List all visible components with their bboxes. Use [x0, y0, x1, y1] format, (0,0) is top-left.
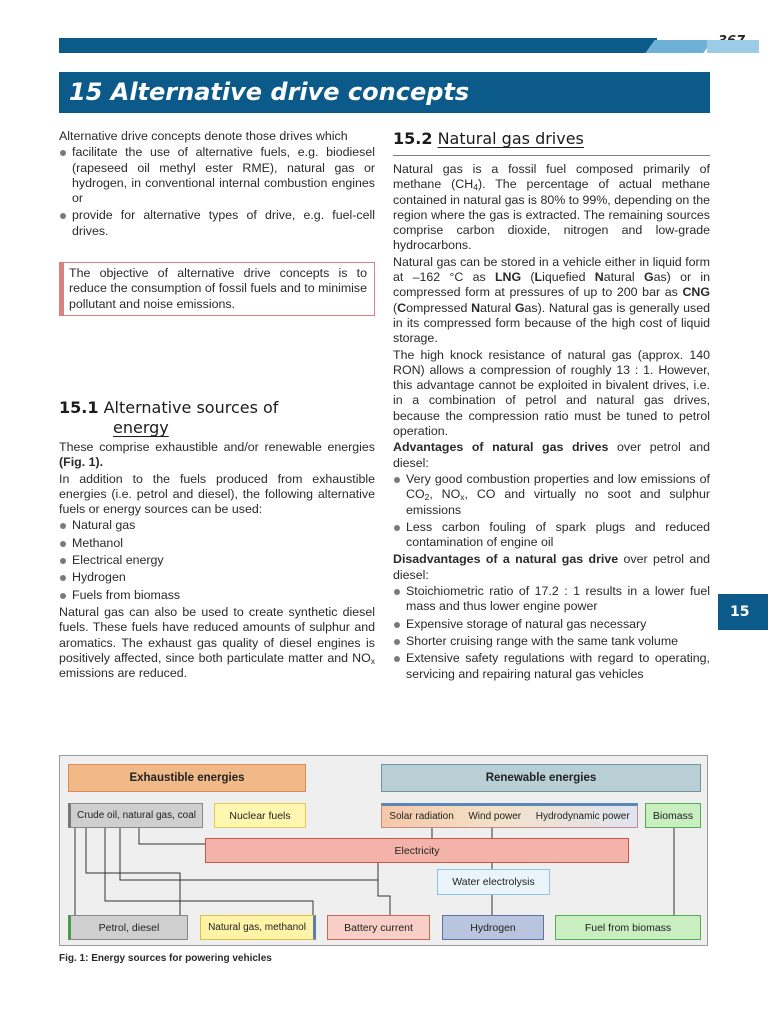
- storage-paragraph: Natural gas can be stored in a vehicle either in liquid form at –162 °C as LNG (Liquefied Natural Gas) or in compressed form at pressures of up to 200 bar as CNG (Compressed Natural Gas). Natural gas is generally used in its compressed form because of the high cost of liquid storage.: [393, 254, 710, 346]
- solar-radiation-label: Solar radiation: [389, 810, 454, 822]
- disadvantages-heading: Disadvantages of a natural gas drive over petrol and diesel:: [393, 552, 710, 582]
- list-item: Stoichiometric ratio of 17.2 : 1 results in a lower fuel mass and thus lower engine power: [393, 584, 710, 615]
- intro-bullet-list: [59, 145, 375, 239]
- battery-current-box: Battery current: [327, 915, 430, 940]
- section-number: 15.2: [393, 129, 433, 148]
- advantages-list: [393, 472, 710, 550]
- fuels-paragraph: In addition to the fuels produced from exhaustible energies (i.e. petrol and diesel), the following alternative fuels or energy sources can be used:: [59, 471, 375, 517]
- figure-caption: Fig. 1: Energy sources for powering vehicles: [59, 953, 272, 964]
- right-column: [393, 129, 710, 684]
- hydrodynamic-power-label: Hydrodynamic power: [535, 810, 630, 822]
- water-electrolysis-box: Water electrolysis: [437, 869, 550, 895]
- section-number: 15.1: [59, 397, 99, 417]
- exhaustible-energies-header: Exhaustible energies: [68, 764, 306, 792]
- section-title-line2: energy: [113, 417, 169, 437]
- knock-resistance-paragraph: The high knock resistance of natural gas (approx. 140 RON) allows a compression of roughly 13 : 1. However, this advantage cannot be exploited in bivalent drives, i.e. in a combination of petrol and natural gas drives, because the compression ratio must be tuned to petrol operation.: [393, 347, 710, 439]
- objective-callout: The objective of alternative drive concepts is to reduce the consumption of fossil fuels and to minimise pollutant and noise emissions.: [59, 262, 375, 316]
- alternative-fuels-list: [59, 518, 375, 602]
- list-item: provide for alternative types of drive, e.g. fuel-cell drives.: [59, 208, 375, 239]
- list-item: Fuels from biomass: [59, 588, 375, 603]
- wind-power-label: Wind power: [468, 810, 522, 822]
- list-item: Less carbon fouling of spark plugs and reduced contamination of engine oil: [393, 520, 710, 551]
- list-item: Natural gas: [59, 518, 375, 533]
- natural-gas-paragraph: Natural gas is a fossil fuel composed primarily of methane $(CH_4)$. The percentage of actual methane contained in natural gas is 80% to 99%, depending on the region where the gas is extracted. The remaining sources comprise carbon dioxide, nitrogen and low-grade hydrocarbons.: [393, 162, 711, 253]
- chapter-title: 15 Alternative drive concepts: [59, 72, 710, 113]
- natural-gas-methanol-box: Natural gas, methanol: [200, 915, 316, 940]
- list-item: Expensive storage of natural gas necessary: [393, 617, 710, 632]
- renewable-sources-box: [381, 803, 638, 828]
- section-heading-15-1: [59, 398, 375, 438]
- advantages-heading: Advantages of natural gas drives over petrol and diesel:: [393, 440, 710, 470]
- section-title: Natural gas drives: [437, 129, 584, 148]
- list-item: Electrical energy: [59, 553, 375, 568]
- figure-reference: (Fig. 1).: [59, 455, 104, 470]
- renewable-energies-header: Renewable energies: [381, 764, 701, 792]
- petrol-diesel-box: Petrol, diesel: [68, 915, 188, 940]
- energy-sources-diagram: [59, 755, 708, 946]
- synthetic-diesel-paragraph: Natural gas can also be used to create synthetic diesel fuels. These fuels have reduced amounts of sulphur and aromatics. The exhaust gas quality of diesel engines is positively affected, since both particulate matter and $NO_x$ emissions are reduced.: [59, 604, 375, 681]
- left-column: [59, 129, 375, 682]
- section-title: Alternative sources of: [103, 397, 279, 417]
- chapter-thumb-tab: 15: [718, 594, 768, 630]
- list-item: Shorter cruising range with the same tank volume: [393, 634, 710, 649]
- section-heading-15-2: [393, 129, 710, 149]
- header-tab-left: [645, 40, 712, 53]
- nuclear-fuels-box: Nuclear fuels: [214, 803, 306, 828]
- electricity-box: Electricity: [205, 838, 629, 863]
- list-item: Methanol: [59, 536, 375, 551]
- sources-paragraph: These comprise exhaustible and/or renewable energies (Fig. 1).: [59, 439, 375, 470]
- intro-paragraph: Alternative drive concepts denote those drives which: [59, 129, 348, 143]
- list-item: Extensive safety regulations with regard to operating, servicing and repairing natural gas vehicles: [393, 651, 710, 682]
- list-item: facilitate the use of alternative fuels, e.g. biodiesel (rapeseed oil methyl ester RME), natural gas or hydrogen, in conventional internal combustion engines or: [59, 145, 375, 206]
- list-item: Very good combustion properties and low emissions of $CO_2$, $NO_x$, CO and virtually no soot and sulphur emissions: [393, 472, 710, 518]
- fuel-from-biomass-box: Fuel from biomass: [555, 915, 701, 940]
- header-tab-right: [707, 40, 759, 53]
- biomass-box: Biomass: [645, 803, 701, 828]
- crude-oil-box: Crude oil, natural gas, coal: [68, 803, 203, 828]
- hydrogen-box: Hydrogen: [442, 915, 544, 940]
- disadvantages-list: [393, 584, 710, 682]
- list-item: Hydrogen: [59, 570, 375, 585]
- section-rule: [393, 155, 710, 156]
- header-band: [59, 38, 657, 53]
